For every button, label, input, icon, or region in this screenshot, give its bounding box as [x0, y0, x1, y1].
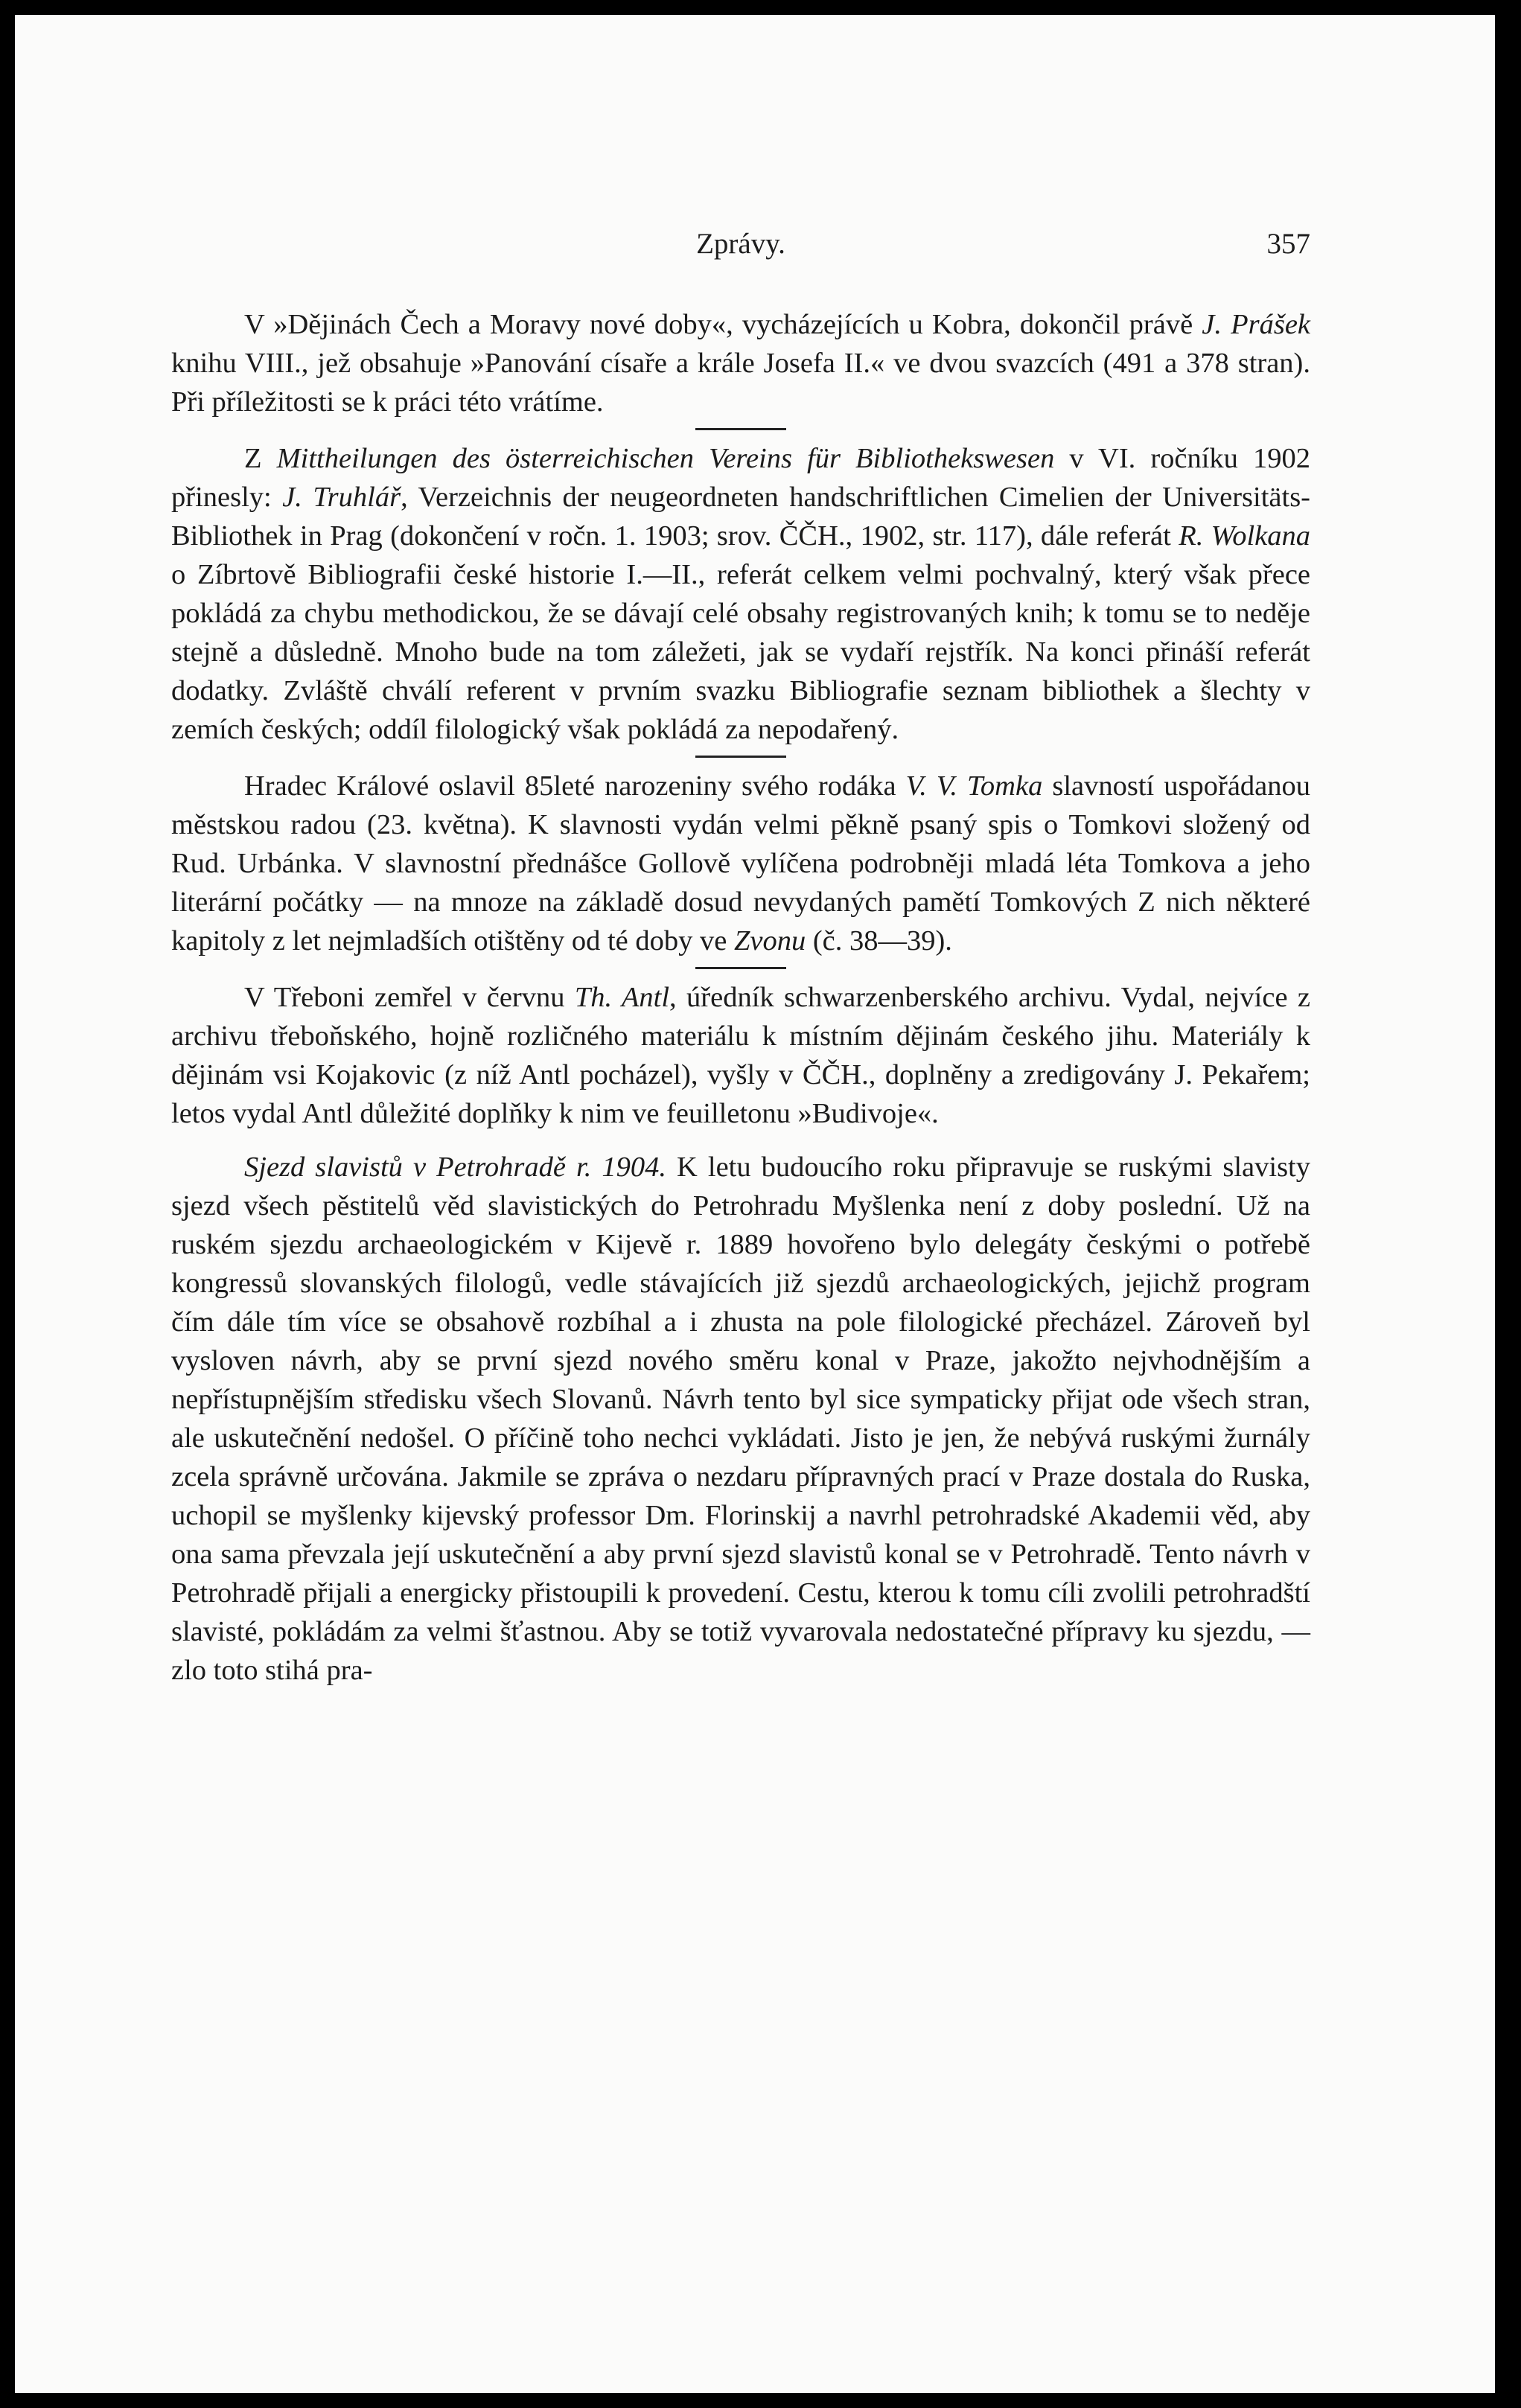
section-separator	[695, 428, 786, 430]
article-text	[171, 305, 1310, 1690]
scan-border	[1499, 0, 1521, 2408]
paragraph-trebon: V Třeboni zemřel v červnu Th. Antl, úředník schwarzenberského archivu. Vydal, nejvíce z archivu třeboňského, hojně rozličného materiálu k místním dějinám českého jihu. Materiály k dějinám vsi Kojakovic (z níž Antl pocházel), vyšly v ČČH., doplněny a zredigovány J. Pekařem; letos vydal Antl důležité doplňky k nim ve feuilletonu »Budivoje«.	[171, 982, 1311, 1129]
paragraph-mittheilungen: Z Mittheilungen des österreichischen Vereins für Bibliothekswesen v VI. ročníku 1902 přinesly: J. Truhlář, Verzeichnis der neugeordneten handschriftlichen Cimelien der Universitäts-Bibliothek in Prag (dokončení v ročn. 1. 1903; srov. ČČH., 1902, str. 117), dále referát R. Wolkana o Zíbrtově Bibliografii české historie I.—II., referát celkem velmi pochvalný, který však přece pokládá za chybu methodickou, že se dávají celé obsahy registrovaných knih; k tomu se to neděje stejně a důsledně. Mnoho bude na tom záležeti, jak se vydaří rejstřík. Na konci přináší referát dodatky. Zvláště chválí referent v prvním svazku Bibliografie seznam bibliothek a šlechty v zemích českých; oddíl filologický však pokládá za nepodařený.	[171, 443, 1311, 745]
paragraph-sjezd-slavistu: Sjezd slavistů v Petrohradě r. 1904. K letu budoucího roku připravuje se ruskými slavisty sjezd všech pěstitelů věd slavistických do Petrohradu Myšlenka není z doby poslední. Už na ruském sjezdu archaeologickém v Kijevě r. 1889 hovořeno bylo delegáty českými o potřebě kongressů slovanských filologů, vedle stávajících již sjezdů archaeologických, jejichž program čím dále tím více se obsahově rozbíhal a i zhusta na pole filologické přecházel. Zároveň byl vysloven návrh, aby se první sjezd nového směru konal v Praze, jakožto nejvhodnějším a nepřístupnějším středisku všech Slovanů. Návrh tento byl sice sympaticky přijat ode všech stran, ale uskutečnění nedošel. O příčině toho nechci vykládati. Jisto je jen, že nebývá ruskými žurnály zcela správně určována. Jakmile se zpráva o nezdaru přípravných prací v Praze dostala do Ruska, uchopil se myšlenky kijevský professor Dm. Florinskij a navrhl petrohradské Akademii věd, aby ona sama převzala její uskutečnění a aby první sjezd slavistů konal se v Petrohradě. Tento návrh v Petrohradě přijali a energicky přistoupili k provedení. Cestu, kterou k tomu cíli zvolili petrohradští slavisté, pokládám za velmi šťastnou. Aby se totiž vyvarovala nedostatečné přípravy ku sjezdu, — zlo toto stihá pra-	[171, 1152, 1311, 1686]
running-header	[171, 227, 1310, 272]
paragraph-gap	[171, 1133, 1310, 1148]
running-title: Zprávy.	[696, 228, 785, 260]
page-number: 357	[1266, 228, 1310, 260]
section-separator	[695, 756, 786, 758]
paragraph-dejiny-cech: V »Dějinách Čech a Moravy nové doby«, vycházejících u Kobra, dokončil právě J. Prášek knihu VIII., jež obsahuje »Panování císaře a krále Josefa II.« ve dvou svazcích (491 a 378 stran). Při příležitosti se k práci této vrátíme.	[171, 309, 1310, 418]
paragraph-hradec-kralove: Hradec Králové oslavil 85leté narozeniny svého rodáka V. V. Tomka slavností uspořádanou městskou radou (23. května). K slavnosti vydán velmi pěkně psaný spis o Tomkovi složený od Rud. Urbánka. V slavnostní přednášce Gollově vylíčena podrobněji mladá léta Tomkova a jeho literární počátky — na mnoze na základě dosud nevydaných pamětí Tomkových Z nich některé kapitoly z let nejmladších otištěny od té doby ve Zvonu (č. 38—39).	[171, 770, 1310, 957]
section-separator	[695, 967, 786, 969]
page	[15, 15, 1495, 2393]
